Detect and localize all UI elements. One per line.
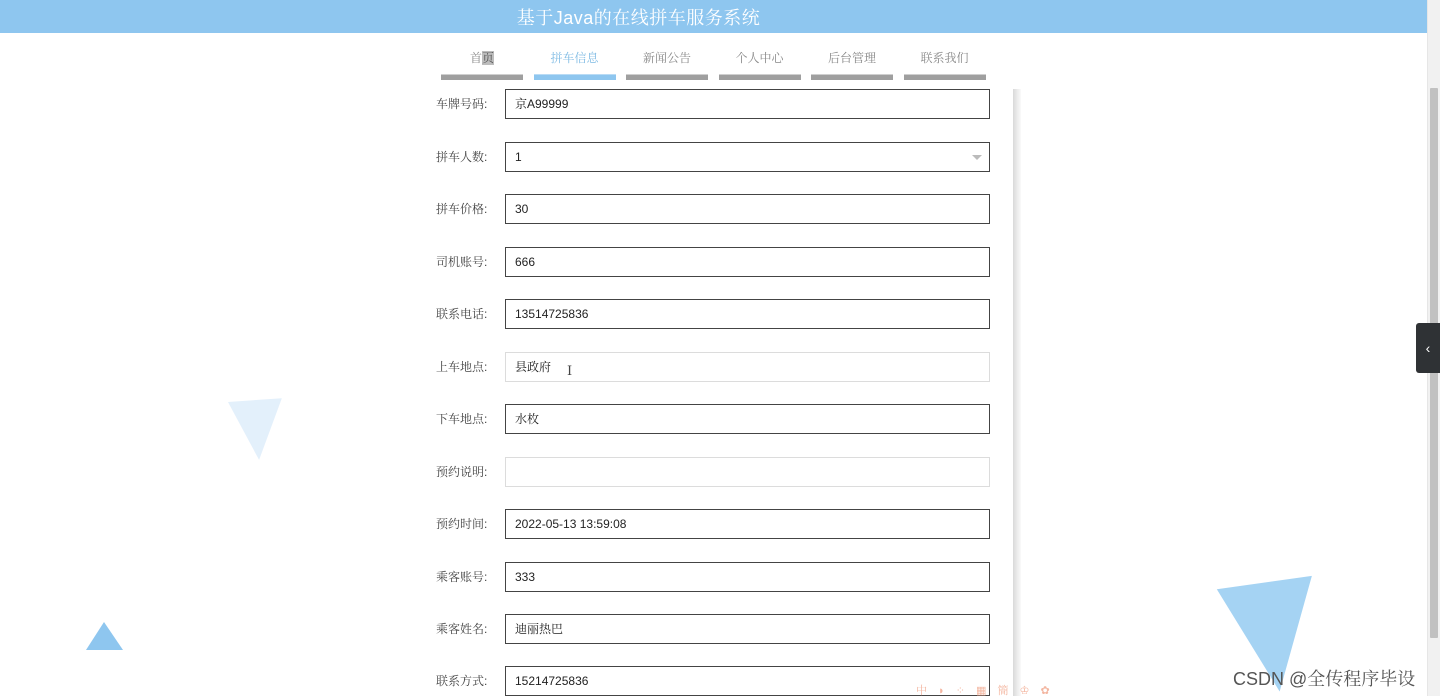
decor-triangle (86, 622, 123, 650)
contact-label: 联系方式: (436, 674, 488, 688)
nav-profile[interactable] (719, 44, 801, 82)
nav-contact-bar (904, 74, 986, 80)
phone-label: 联系电话: (436, 307, 488, 321)
form-row-booking-time (420, 509, 1000, 539)
form-row-dropoff (420, 404, 1000, 434)
booking-time-label: 预约时间: (436, 517, 488, 531)
dropoff-field[interactable]: 水枚 (505, 404, 990, 434)
form-row-phone (420, 299, 1000, 329)
seats-label: 拼车人数: (436, 150, 488, 164)
plate-label: 车牌号码: (436, 97, 488, 111)
seats-select[interactable] (505, 142, 990, 172)
app-title: 基于Java的在线拼车服务系统 (516, 7, 761, 28)
form-row-contact (420, 666, 1000, 696)
form-row-pickup (420, 352, 1000, 382)
seats-value: 1 (515, 150, 522, 164)
notes-field[interactable] (505, 457, 990, 487)
form-row-passenger-name (420, 614, 1000, 644)
nav-carpool-info[interactable] (534, 44, 616, 82)
nav-profile-label: 个人中心 (735, 51, 784, 65)
plate-field[interactable]: 京A99999 (505, 89, 990, 119)
main-nav (441, 44, 996, 82)
watermark: CSDN @全传程序毕设 (1233, 669, 1416, 689)
pickup-field[interactable] (505, 352, 990, 382)
nav-admin-label: 后台管理 (827, 51, 876, 65)
driver-account-field[interactable]: 666 (505, 247, 990, 277)
dropoff-label: 下车地点: (436, 412, 488, 426)
passenger-account-label: 乘客账号: (436, 570, 488, 584)
form-row-driver-account (420, 247, 1000, 277)
nav-carpool-info-bar (534, 74, 616, 80)
driver-account-label: 司机账号: (436, 255, 488, 269)
nav-news-label: 新闻公告 (642, 51, 691, 65)
decor-triangle (228, 398, 286, 462)
caret-down-icon (972, 155, 982, 160)
passenger-name-field[interactable]: 迪丽热巴 (505, 614, 990, 644)
contact-field[interactable]: 15214725836 (505, 666, 990, 696)
passenger-name-label: 乘客姓名: (436, 622, 488, 636)
form-row-notes (420, 457, 1000, 487)
phone-field[interactable]: 13514725836 (505, 299, 990, 329)
passenger-account-field[interactable]: 333 (505, 562, 990, 592)
nav-profile-bar (719, 74, 801, 80)
pickup-label: 上车地点: (436, 360, 488, 374)
header-bar (0, 0, 1427, 33)
notes-label: 预约说明: (436, 465, 488, 479)
text-cursor-icon: I (567, 364, 573, 379)
form-row-passenger-account (420, 562, 1000, 592)
form-row-price (420, 194, 1000, 224)
nav-home[interactable] (441, 44, 523, 82)
pickup-value: 县政府 (515, 360, 552, 374)
nav-contact-label: 联系我们 (920, 51, 969, 65)
price-label: 拼车价格: (436, 202, 488, 216)
nav-news[interactable] (626, 44, 708, 82)
form-row-plate (420, 89, 1000, 119)
price-field[interactable]: 30 (505, 194, 990, 224)
chevron-left-icon[interactable]: ‹ (1416, 323, 1440, 373)
nav-carpool-info-label: 拼车信息 (550, 51, 599, 65)
nav-news-bar (626, 74, 708, 80)
nav-home-label: 首页 (469, 51, 495, 65)
nav-admin-bar (811, 74, 893, 80)
ime-toolbar[interactable]: 中 ◗ ⁘ ▦ 簡 ♔ ✿ (916, 685, 1054, 696)
nav-contact[interactable] (904, 44, 986, 82)
nav-admin[interactable] (811, 44, 893, 82)
nav-home-bar (441, 74, 523, 80)
booking-time-field[interactable]: 2022-05-13 13:59:08 (505, 509, 990, 539)
content-panel-shadow (1013, 89, 1021, 696)
form-row-seats (420, 142, 1000, 172)
